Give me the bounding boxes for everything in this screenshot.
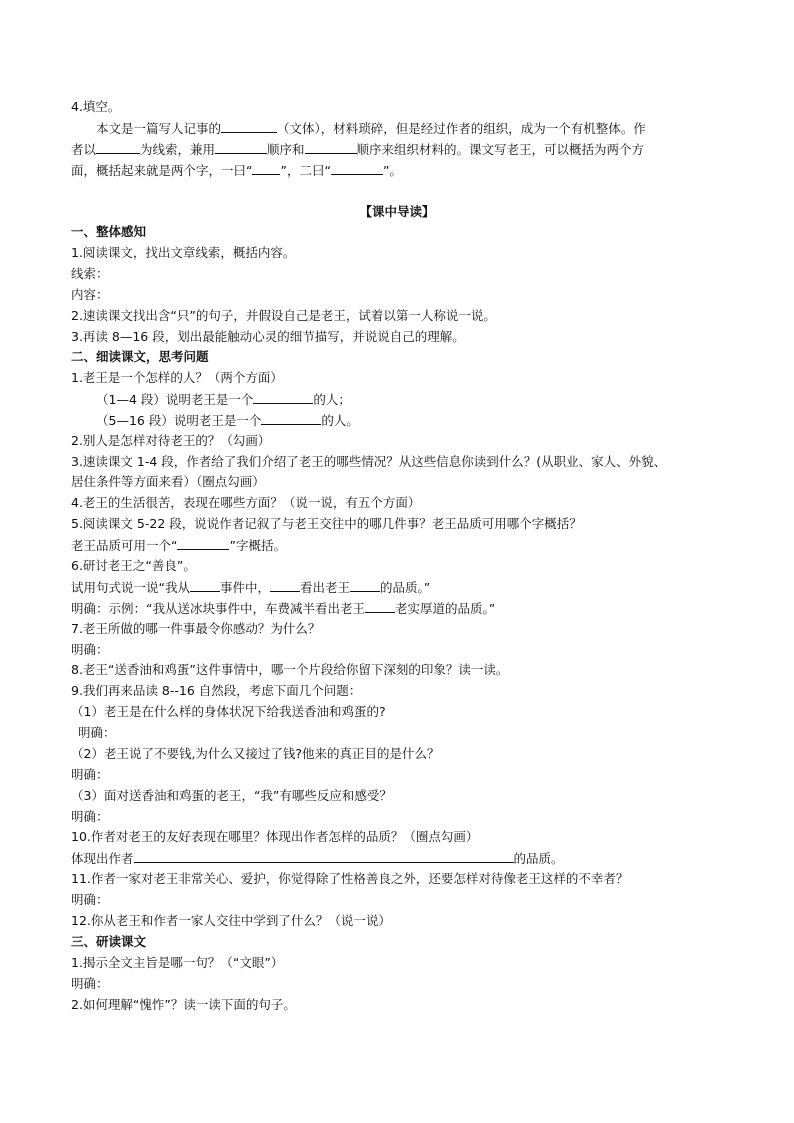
s2-q6b: 明确：示例：“我从送冰块事件中，车费减半看出老王 老实厚道的品质。”	[71, 598, 495, 618]
s2-q4: 4.老王的生活很苦，表现在哪些方面？（说一说，有五个方面）	[71, 495, 421, 510]
s2-q2: 2.别人是怎样对待老王的？（勾画）	[71, 433, 271, 448]
s2-q12: 12.你从老王和作者一家人交往中学到了什么？（说一说）	[71, 913, 391, 928]
answer-label: 明确：	[78, 725, 116, 740]
s2-q9c: （3）面对送香油和鸡蛋的老王，“我”有哪些反应和感受？	[71, 788, 392, 803]
s1-clue: 线索：	[71, 266, 109, 281]
answer-label: 明确：	[71, 767, 109, 782]
blank[interactable]	[177, 535, 229, 550]
s1-content: 内容：	[71, 287, 109, 302]
s2-q5: 5.阅读课文 5-22 段，说说作者记叙了与老王交往中的哪几件事？老王品质可用哪个字概括？	[71, 516, 582, 531]
blank[interactable]	[190, 577, 220, 592]
s2-q10: 10.作者对老王的友好表现在哪里？体现出作者怎样的品质？（圈点勾画）	[71, 829, 479, 844]
answer-label: 明确：	[71, 892, 109, 907]
s2-q7: 7.老王所做的哪一件事最令你感动？为什么？	[71, 621, 321, 636]
q4-line-1: 本文是一篇写人记事的 （文体），材料琐碎，但是经过作者的组织，成为一个有机整体。作	[96, 118, 646, 138]
answer-label: 明确：	[71, 976, 109, 991]
s3-q1: 1.揭示全文主旨是哪一句？（“文眼”）	[71, 955, 284, 970]
s3-title: 三、研读课文	[71, 934, 147, 949]
s1-title: 一、整体感知	[71, 224, 147, 239]
blank[interactable]	[252, 160, 280, 175]
s2-q6: 6.研讨老王之“善良”。	[71, 558, 196, 573]
s2-q5a: 老王品质可用一个“ ”字概括。	[71, 535, 286, 555]
q4-title: 4.填空。	[71, 99, 121, 114]
blank[interactable]	[96, 139, 140, 154]
s1-q1: 1.阅读课文，找出文章线索，概括内容。	[71, 245, 296, 260]
blank[interactable]	[365, 598, 395, 613]
answer-label: 明确：	[71, 809, 109, 824]
q4-line-2: 者以 为线索，兼用 顺序和 顺序来组织材料的。课文写老王，可以概括为两个方	[71, 139, 644, 159]
s3-q2: 2.如何理解“愧怍”？读一读下面的句子。	[71, 997, 296, 1012]
s2-q9b: （2）老王说了不要钱,为什么又接过了钱?他来的真正目的是什么？	[71, 746, 440, 761]
s2-q1: 1.老王是一个怎样的人？（两个方面）	[71, 370, 283, 385]
blank[interactable]	[215, 139, 267, 154]
s2-q9a: （1）老王是在什么样的身体状况下给我送香油和鸡蛋的?	[71, 704, 386, 719]
blank[interactable]	[134, 848, 514, 863]
q4-line-3: 面，概括起来就是两个字，一曰“ ”，二曰“ ”。	[71, 160, 402, 180]
s2-q3b: 居住条件等方面来看）（圈点勾画）	[71, 474, 265, 489]
blank[interactable]	[305, 139, 357, 154]
s1-q3: 3.再读 8—16 段，划出最能触动心灵的细节描写，并说说自己的理解。	[71, 329, 465, 344]
s2-q1a: （1—4 段）说明老王是一个 的人；	[96, 389, 351, 409]
blank[interactable]	[221, 118, 277, 133]
answer-label: 明确：	[71, 642, 109, 657]
s2-q11: 11.作者一家对老王非常关心、爱护，你觉得除了性格善良之外，还要怎样对待像老王这样的不幸者？	[71, 871, 629, 886]
blank[interactable]	[270, 577, 300, 592]
s1-q2: 2.速读课文找出含“只”的句子，并假设自己是老王，试着以第一人称说一说。	[71, 308, 496, 323]
s2-q10a: 体现出作者 的品质。	[71, 848, 564, 868]
blank[interactable]	[331, 160, 383, 175]
blank[interactable]	[253, 389, 313, 404]
s2-q3a: 3.速读课文 1-4 段，作者给了我们介绍了老王的哪些情况？从这些信息你读到什么？(从职业、家人、外貌、	[71, 454, 667, 469]
blank[interactable]	[350, 577, 380, 592]
s2-title: 二、细读课文，思考问题	[71, 349, 209, 364]
s2-q8: 8.老王“送香油和鸡蛋”这件事情中，哪一个片段给你留下深刻的印象？读一读。	[71, 662, 509, 677]
s2-q6a: 试用句式说一说“我从 事件中， 看出老王 的品质。”	[71, 577, 430, 597]
blank[interactable]	[261, 410, 321, 425]
section-title: 【课中导读】	[359, 204, 435, 219]
s2-q1b: （5—16 段）说明老王是一个 的人。	[96, 410, 359, 430]
s2-q9: 9.我们再来品读 8--16 自然段，考虑下面几个问题：	[71, 683, 362, 698]
